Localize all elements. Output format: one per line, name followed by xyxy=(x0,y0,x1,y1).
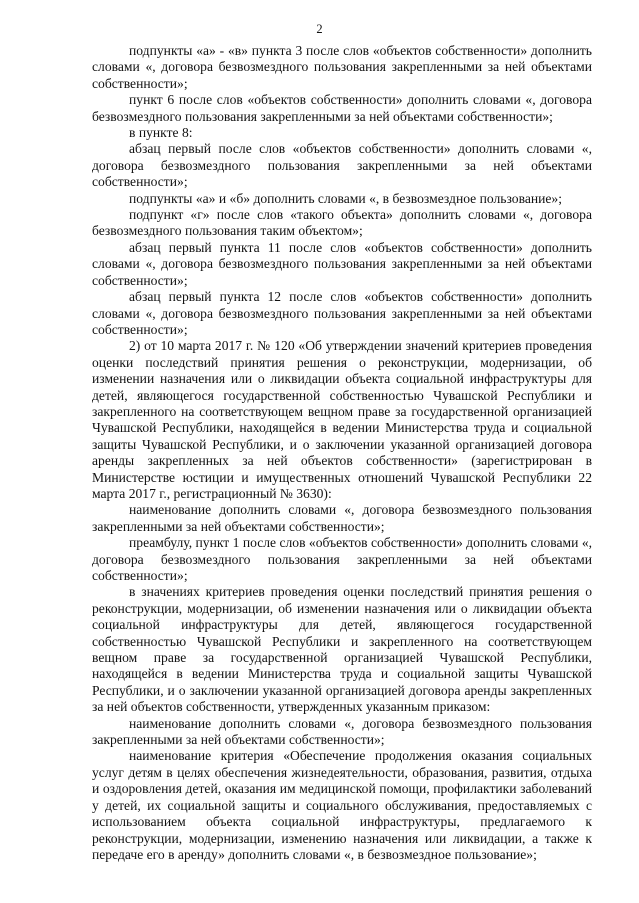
paragraph: абзац первый пункта 11 после слов «объектов собственности» дополнить словами «, договора безвозмездного пользования закрепленными за ней объектами собственности»; xyxy=(92,239,592,288)
paragraph: абзац первый после слов «объектов собственности» дополнить словами «, договора безвозмездного пользования закрепленными за ней объектами собственности»; xyxy=(92,141,592,190)
paragraph: преамбулу, пункт 1 после слов «объектов собственности» дополнить словами «, договора безвозмездного пользования закрепленными за ней объектами собственности»; xyxy=(92,535,593,583)
paragraph: 2) от 10 марта 2017 г. № 120 «Об утверждении значений критериев проведения оценки последствий принятия решения о реконструкции, модернизации, об изменении назначения или о ликвидации объекта социальной инфраструктуры для детей, являющегося государственной собственностью Чувашской Республики и закрепленного на соответствующем вещном праве за государственной организацией Чувашской Республики, находящейся в ведении Министерства труда и социальной защиты Чувашской Республики, и о заключении указанной организацией договора аренды закрепленных за ней объектов собственности» (зарегистрирован в Министерстве юстиции и имущественных отношений Чувашской Республики 22 марта 2017 г., регистрационный № 3630): xyxy=(92,338,592,501)
paragraph: подпункты «а» - «в» пункта 3 после слов «объектов собственности» дополнить словами «, договора безвозмездного пользования закрепленными за ней объектами собственности»; xyxy=(92,43,592,91)
paragraph: наименование критерия «Обеспечение продолжения оказания социальных услуг детям в целях обеспечения жизнедеятельности, образования, развития, отдыха и оздоровления детей, оказания им медицинской помощи, профилактики заболеваний у детей, их социальной защиты и социального обслуживания, предоставляемых с использованием объекта социальной инфраструктуры, предлагаемого к реконструкции, модернизации, изменению назначения или ликвидации, а также к передаче его в аренду» дополнить словами «, в безвозмездное пользование»; xyxy=(92,748,592,862)
page-number: 2 xyxy=(316,22,323,36)
paragraph: подпункты «а» и «б» дополнить словами «, в безвозмездное пользование»; xyxy=(129,190,563,206)
paragraph: пункт 6 после слов «объектов собственности» дополнить словами «, договора безвозмездного пользования закрепленными за ней объектами собственности»; xyxy=(92,92,592,124)
paragraph: в значениях критериев проведения оценки последствий принятия решения о реконструкции, модернизации, об изменении назначения или о ликвидации объекта социальной инфраструктуры для детей, являющегося государственной собственностью Чувашской Республики и закрепленного на соответствующем вещном праве за государственной организацией Чувашской Республики, находящейся в ведении Министерства труда и социальной защиты Чувашской Республики, и о заключении указанной организацией договора аренды закрепленных за ней объектов собственности, утвержденных указанным приказом: xyxy=(92,584,592,715)
document-body xyxy=(92,43,592,863)
paragraph: абзац первый пункта 12 после слов «объектов собственности» дополнить словами «, договора безвозмездного пользования закрепленными за ней объектами собственности»; xyxy=(92,289,592,337)
paragraph: наименование дополнить словами «, договора безвозмездного пользования закрепленными за ней объектами собственности»; xyxy=(92,715,592,748)
paragraph: подпункт «г» после слов «такого объекта» дополнить словами «, договора безвозмездного пользования таким объектом»; xyxy=(92,207,592,239)
paragraph: наименование дополнить словами «, договора безвозмездного пользования закрепленными за ней объектами собственности»; xyxy=(92,502,592,534)
paragraph: в пункте 8: xyxy=(129,125,193,141)
